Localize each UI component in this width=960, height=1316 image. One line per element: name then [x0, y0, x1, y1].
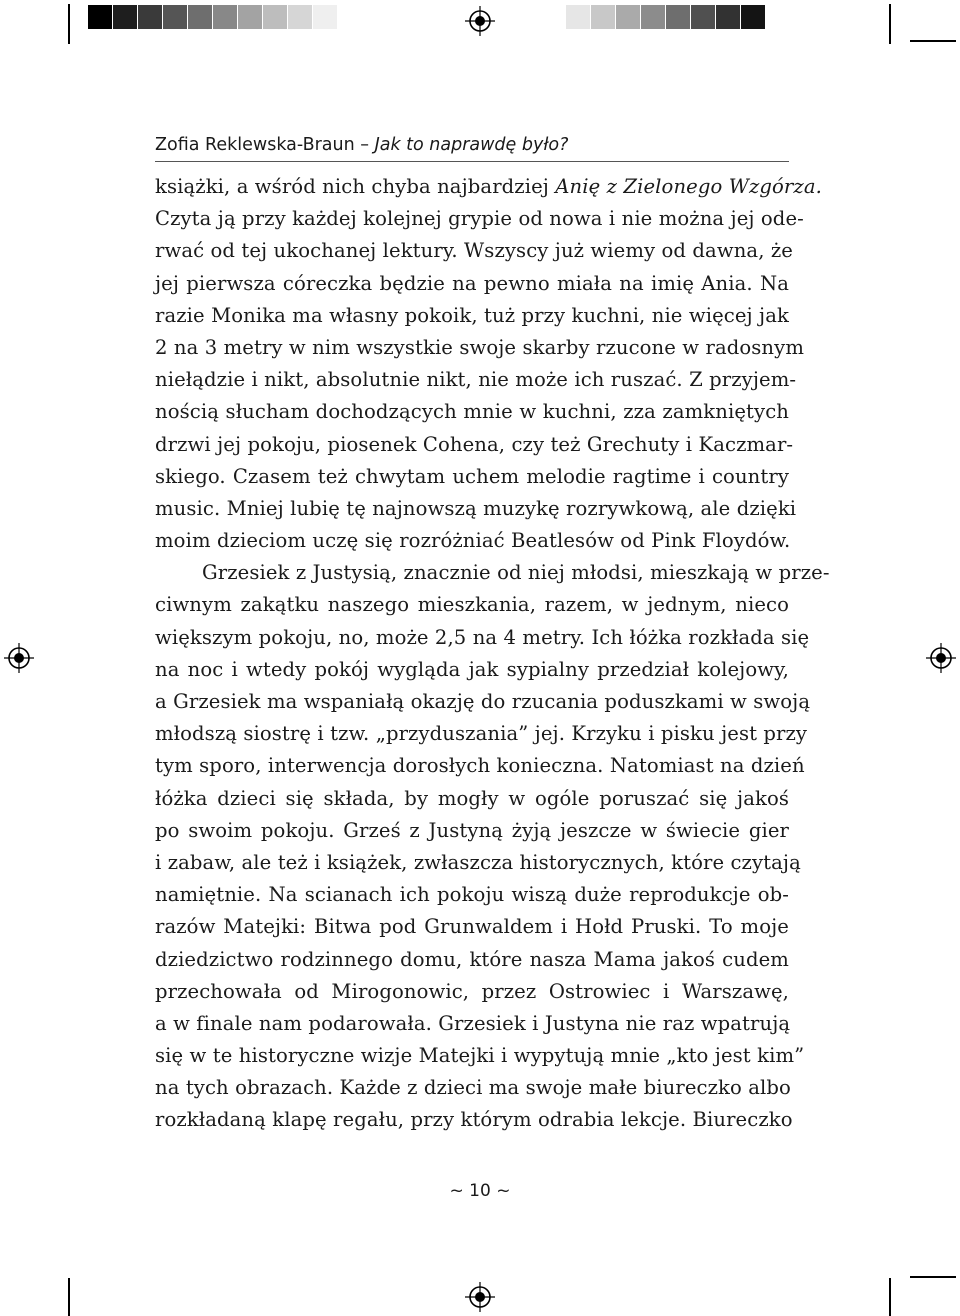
text-line — [155, 235, 793, 267]
registration-target-icon — [4, 643, 34, 673]
text-run: jej pierwsza córeczka będzie na pewno miała na imię Ania. Na — [155, 271, 789, 295]
text-run: ciwnym zakątku naszego mieszkania, razem, w jednym, nieco — [155, 593, 789, 617]
gray-swatch — [288, 5, 312, 29]
crop-mark-top-right-vertical — [889, 4, 891, 44]
text-run: skiego. Czasem też chwytam uchem melodie ragtime i country — [155, 464, 789, 488]
page-number: ~ 10 ~ — [449, 1181, 511, 1201]
printer-gray-bar-left — [88, 5, 338, 29]
text-run: większym pokoju, no, może 2,5 na 4 metry. Ich łóżka rozkłada się — [155, 625, 810, 649]
text-line — [155, 493, 797, 525]
gray-swatch — [88, 5, 112, 29]
text-line — [155, 396, 789, 428]
text-run: razów Matejki: Bitwa pod Grunwaldem i Hołd Pruski. To moje — [155, 915, 789, 939]
text-run: się w te historyczne wizje Matejki i wypytują mnie „kto jest kim” — [155, 1044, 805, 1068]
text-run: 2 na 3 metry w nim wszystkie swoje skarby rzucone w radosnym — [155, 335, 805, 359]
crop-mark-bottom-left-vertical — [68, 1278, 70, 1316]
text-line — [155, 718, 808, 750]
text-run: Czyta ją przy każdej kolejnej grypie od nowa i nie można jej ode- — [155, 207, 804, 231]
text-line — [155, 847, 801, 879]
text-line — [155, 686, 811, 718]
text-line — [155, 300, 789, 332]
gray-swatch — [666, 5, 690, 29]
italic-text: Anię z Zielonego Wzgórza. — [555, 175, 822, 198]
text-line — [155, 783, 789, 815]
text-line — [155, 525, 789, 557]
text-line — [155, 622, 810, 654]
gray-swatch — [641, 5, 665, 29]
gray-swatch — [313, 5, 337, 29]
text-line — [155, 944, 789, 976]
gray-swatch — [263, 5, 287, 29]
text-line — [155, 429, 794, 461]
text-run: dziedzictwo rodzinnego domu, które nasza Mama jakoś cudem — [155, 947, 789, 971]
text-run: rwać od tej ukochanej lektury. Wszyscy już wiemy od dawna, że — [155, 239, 793, 263]
registration-target-icon — [926, 643, 956, 673]
text-line — [155, 976, 789, 1008]
text-run: music. Mniej lubię tę najnowszą muzykę rozrywkową, ale dzięki — [155, 496, 797, 520]
crop-mark-top-left-vertical — [68, 4, 70, 44]
crop-mark-bottom-right-horizontal — [910, 1276, 956, 1278]
text-line — [155, 750, 805, 782]
text-run: książki, a wśród nich chyba najbardziej — [155, 175, 556, 198]
text-line — [155, 268, 789, 300]
text-line — [155, 911, 789, 943]
crop-mark-bottom-right-vertical — [889, 1278, 891, 1316]
text-line — [155, 364, 797, 396]
text-run: a w finale nam podarowała. Grzesiek i Justyna nie raz wpatrują — [155, 1011, 791, 1035]
text-line — [155, 171, 822, 203]
text-run: moim dzieciom uczę się rozróżniać Beatlesów od Pink Floydów. — [155, 529, 791, 553]
text-run: drzwi jej pokoju, piosenek Cohena, czy też Grechuty i Kaczmar- — [155, 432, 794, 456]
body-text — [155, 171, 830, 1137]
printer-gray-bar-right — [566, 5, 766, 29]
text-line — [155, 654, 789, 686]
gray-swatch — [213, 5, 237, 29]
gray-swatch — [566, 5, 590, 29]
running-header — [155, 133, 789, 157]
text-run: razie Monika ma własny pokoik, tuż przy kuchni, nie więcej jak — [155, 303, 789, 327]
text-run: na tych obrazach. Każde z dzieci ma swoje małe biureczko albo — [155, 1076, 791, 1100]
header-author: Zofia Reklewska-Braun – — [155, 135, 375, 155]
text-run: Grzesiek z Justysią, znacznie od niej młodsi, mieszkają w prze- — [202, 561, 830, 585]
gray-swatch — [616, 5, 640, 29]
text-run: niełądzie i nikt, absolutnie nikt, nie może ich ruszać. Z przyjem- — [155, 368, 797, 392]
registration-target-icon — [465, 6, 495, 36]
gray-swatch — [691, 5, 715, 29]
text-run: po swoim pokoju. Grześ z Justyną żyją jeszcze w świecie gier — [155, 818, 789, 842]
text-run: tym sporo, interwencja dorosłych konieczna. Natomiast na dzień — [155, 754, 805, 778]
text-line — [155, 879, 789, 911]
crop-mark-top-right-horizontal — [910, 40, 956, 42]
gray-swatch — [741, 5, 765, 29]
text-line — [155, 1104, 793, 1136]
header-rule — [155, 161, 789, 162]
header-book-title: Jak to naprawdę było? — [374, 135, 569, 155]
text-line — [155, 557, 830, 589]
registration-target-icon — [465, 1282, 495, 1312]
gray-swatch — [138, 5, 162, 29]
text-line — [155, 589, 789, 621]
text-line — [155, 815, 789, 847]
text-run: łóżka dzieci się składa, by mogły w ogóle poruszać się jakoś — [155, 786, 789, 810]
gray-swatch — [238, 5, 262, 29]
text-run: a Grzesiek ma wspaniałą okazję do rzucania poduszkami w swoją — [155, 690, 811, 713]
text-line — [155, 203, 804, 235]
gray-swatch — [163, 5, 187, 29]
gray-swatch — [716, 5, 740, 29]
text-run: na noc i wtedy pokój wygląda jak sypialny przedział kolejowy, — [155, 657, 789, 681]
text-run: nością słucham dochodzących mnie w kuchni, zza zamkniętych — [155, 400, 789, 424]
text-run: i zabaw, ale też i książek, zwłaszcza historycznych, które czytają — [155, 850, 801, 874]
text-run: namiętnie. Na scianach ich pokoju wiszą duże reprodukcje ob- — [155, 883, 789, 907]
text-run: młodszą siostrę i tzw. „przyduszania” jej. Krzyku i pisku jest przy — [155, 722, 808, 746]
text-line — [155, 332, 805, 364]
gray-swatch — [188, 5, 212, 29]
text-line — [155, 461, 789, 493]
text-run: przechowała od Mirogonowic, przez Ostrowiec i Warszawę, — [155, 979, 789, 1003]
text-run: rozkładaną klapę regału, przy którym odrabia lekcje. Biureczko — [155, 1108, 793, 1132]
text-line — [155, 1040, 805, 1072]
gray-swatch — [113, 5, 137, 29]
text-line — [155, 1072, 789, 1104]
text-line — [155, 1008, 789, 1040]
gray-swatch — [591, 5, 615, 29]
